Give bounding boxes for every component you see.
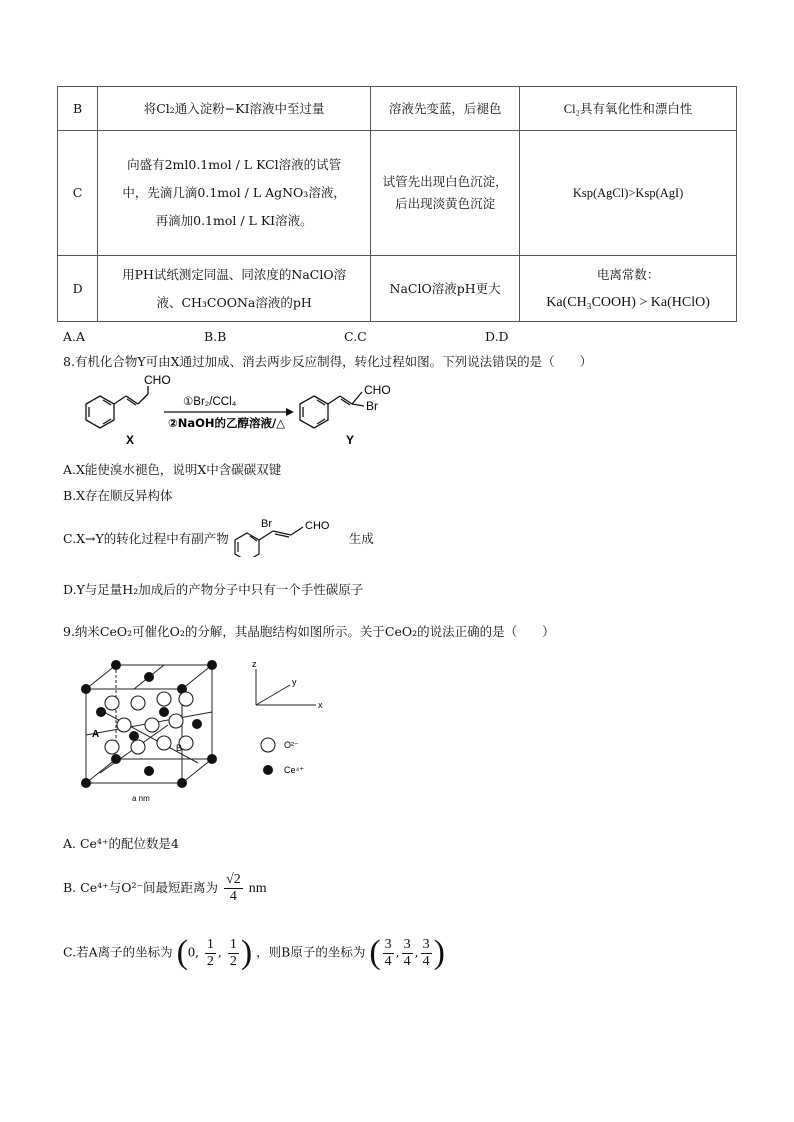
operation-line: 液、CH₃COONa溶液的pH xyxy=(156,294,312,310)
phenomenon-text: NaClO溶液pH更大 xyxy=(389,280,501,296)
legend-ce-label: Ce⁴⁺ xyxy=(284,765,305,775)
conclusion-cell xyxy=(520,131,737,256)
fraction: $\frac{√2}{4}$ xyxy=(226,872,241,904)
crystal-cell-figure xyxy=(72,655,342,807)
row-label: B xyxy=(58,87,98,131)
q9-stem: 9.纳米CeO₂可催化O₂的分解，其晶胞结构如图所示。关于CeO₂的说法正确的是（ ） xyxy=(63,624,555,639)
conclusion-cell xyxy=(520,87,737,131)
coord-a-x: 0 xyxy=(187,945,195,961)
phenomenon-text: 溶液先变蓝，后褪色 xyxy=(388,100,502,116)
legend-o-label: O²⁻ xyxy=(284,740,299,750)
operation-cell xyxy=(98,131,371,256)
operation-line: 中，先滴几滴0.1mol / L AgNO₃溶液， xyxy=(122,185,346,200)
br-label-y: Br xyxy=(366,399,378,413)
axes xyxy=(256,669,316,705)
option-a[interactable]: A.A xyxy=(63,329,86,344)
phenomenon-cell xyxy=(371,256,520,322)
q8-option-c[interactable] xyxy=(63,517,374,547)
q9-option-b-text: B. Ce⁴⁺与O²⁻间最短距离为 xyxy=(63,880,219,895)
axis-x: x xyxy=(318,700,323,710)
operation-line: 用PH试纸测定同温、同浓度的NaClO溶 xyxy=(122,266,347,282)
conclusion-text: Ksp(AgCl)>Ksp(AgI) xyxy=(572,186,684,200)
label-y: Y xyxy=(346,433,355,447)
q8-option-c-suffix: 生成 xyxy=(348,531,374,546)
option-b[interactable]: B.B xyxy=(204,329,227,344)
axis-y: y xyxy=(292,677,297,687)
reaction-scheme xyxy=(68,374,408,450)
conclusion-cell xyxy=(520,256,737,322)
reagent-1: ①Br₂/CCl₄ xyxy=(183,396,237,408)
axis-z: z xyxy=(252,659,257,669)
arrow-head xyxy=(286,408,294,416)
unit-nm: nm xyxy=(248,881,267,896)
q8-option-b[interactable]: B.X存在顺反异构体 xyxy=(63,488,173,503)
q9-option-c-text: C.若A离子的坐标为 xyxy=(63,944,173,960)
operation-cell xyxy=(98,87,371,131)
q8-option-c-text: C.X→Y的转化过程中有副产物 xyxy=(63,531,229,546)
cho-label-byproduct: CHO xyxy=(304,519,330,532)
label-x: X xyxy=(126,433,135,447)
table-row xyxy=(58,256,737,322)
conclusion-line: Ka(CH₃COOH) > Ka(HClO) xyxy=(546,294,710,310)
reagent-2: ②NaOH的乙醇溶液/△ xyxy=(168,416,286,430)
phenomenon-line: 后出现淡黄色沉淀 xyxy=(395,196,496,211)
benzene-ring-y xyxy=(300,392,364,428)
q8-option-a[interactable]: A.X能使溴水褪色，说明X中含碳碳双键 xyxy=(63,462,282,477)
operation-line: 向盛有2ml0.1mol / L KCl溶液的试管 xyxy=(127,157,342,172)
table-row xyxy=(58,87,737,131)
experiment-table xyxy=(57,86,737,322)
conclusion-text: Cl₂具有氧化性和漂白性 xyxy=(563,101,693,116)
br-label-byproduct: Br xyxy=(260,517,272,530)
q8-stem: 8.有机化合物Y可由X通过加成、消去两步反应制得，转化过程如图。下列说法错误的是（ ） xyxy=(63,354,593,369)
option-d[interactable]: D.D xyxy=(485,329,509,344)
q9-option-c[interactable]: C.若A离子的坐标为 (0, $\frac{1}{2}$ , $\frac{1}{2}$ ) ，则B原子的坐标为 ( $\frac{3}{4}$ , $\frac{3}{4}$ , $\frac{3}{4}$ ) xyxy=(63,934,445,971)
row-label: D xyxy=(58,256,98,322)
legend-o-marker xyxy=(261,738,275,752)
cho-label-y: CHO xyxy=(364,383,391,397)
q9-option-a[interactable]: A. Ce⁴⁺的配位数是4 xyxy=(63,836,179,851)
operation-line: 再滴加0.1mol / L KI溶液。 xyxy=(155,213,313,228)
q7-options xyxy=(63,329,663,345)
option-c[interactable]: C.C xyxy=(344,329,367,344)
phenomenon-cell xyxy=(371,87,520,131)
byproduct-structure xyxy=(233,517,345,557)
operation-cell xyxy=(98,256,371,322)
phenomenon-line: 试管先出现白色沉淀， xyxy=(382,174,508,189)
benzene-ring-x xyxy=(86,386,148,428)
q8-option-d[interactable]: D.Y与足量H₂加成后的产物分子中只有一个手性碳原子 xyxy=(63,582,364,597)
operation-text: 将Cl₂通入淀粉−KI溶液中至过量 xyxy=(143,100,325,116)
q9-option-c-mid: ，则B原子的坐标为 xyxy=(256,944,366,960)
legend-ce-marker xyxy=(263,765,273,775)
table-row xyxy=(58,131,737,256)
label-b: B xyxy=(176,743,183,753)
phenomenon-cell xyxy=(371,131,520,256)
conclusion-line: 电离常数： xyxy=(596,266,660,282)
row-label: C xyxy=(58,131,98,256)
label-a: A xyxy=(92,729,100,740)
q9-option-b[interactable] xyxy=(63,872,267,905)
cell-caption: a nm xyxy=(132,794,150,803)
cho-label-x: CHO xyxy=(144,374,171,387)
